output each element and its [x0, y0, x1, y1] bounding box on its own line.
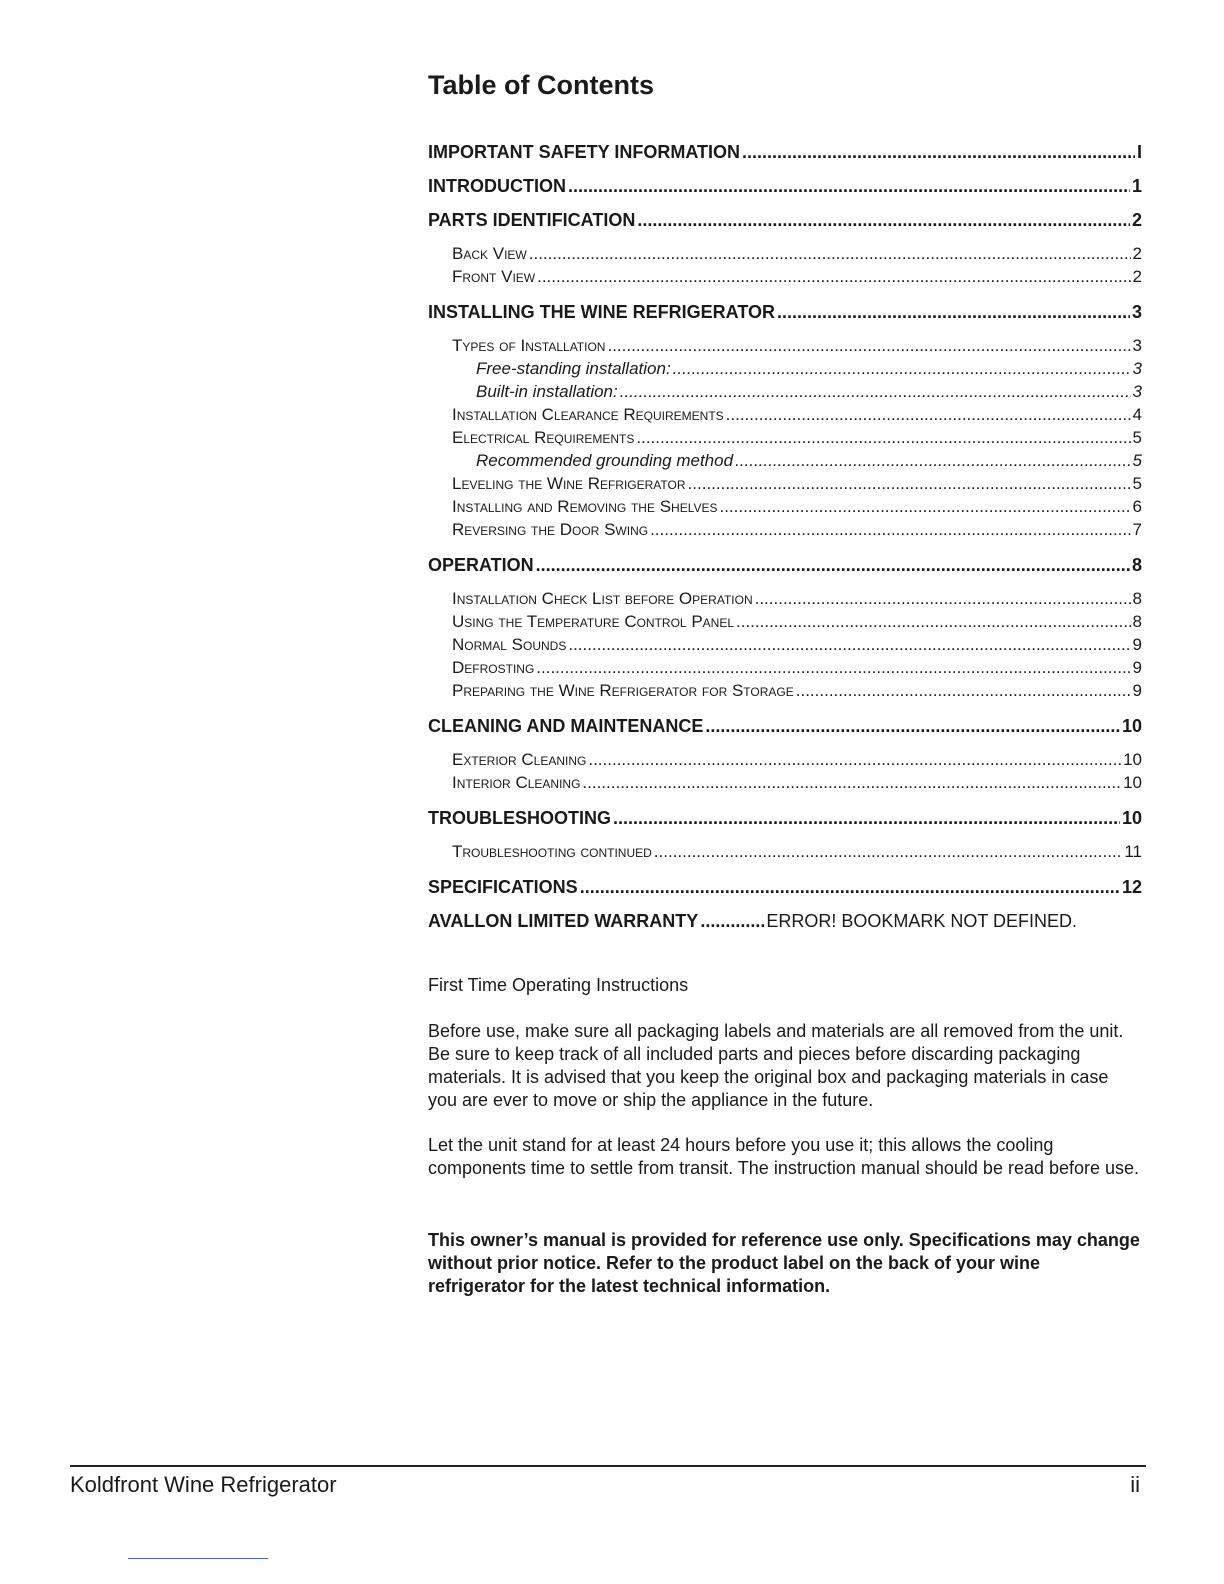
toc-entry-front-view[interactable] [428, 267, 1142, 290]
toc-entry-grounding[interactable] [428, 451, 1142, 474]
toc-entry-back-view[interactable] [428, 244, 1142, 267]
operating-instructions-heading: First Time Operating Instructions [428, 975, 689, 995]
toc-page: 3 [1131, 302, 1142, 322]
toc-label: Using the Temperature Control Panel [452, 612, 735, 631]
toc-entry-cleaning[interactable] [428, 716, 1142, 738]
toc-page: 6 [1132, 497, 1142, 516]
toc-entry-interior[interactable] [428, 773, 1142, 796]
toc-page: 11 [1124, 842, 1142, 861]
toc-entry-temp-panel[interactable] [428, 612, 1142, 635]
toc-page: 12 [1121, 877, 1142, 897]
toc-page: 3 [1132, 336, 1142, 355]
toc-entry-safety[interactable] [428, 142, 1142, 164]
toc-label: IMPORTANT SAFETY INFORMATION [428, 142, 740, 162]
toc-page: 5 [1132, 428, 1142, 447]
toc-entry-parts[interactable] [428, 210, 1142, 232]
toc-entry-checklist[interactable] [428, 589, 1142, 612]
toc-entry-clearance[interactable] [428, 405, 1142, 428]
toc-leader [637, 210, 1130, 231]
toc-leader [607, 336, 1130, 356]
toc-label: Installation Check List before Operation [452, 589, 753, 608]
toc-leader [777, 302, 1130, 323]
toc-label: Recommended grounding method [476, 451, 734, 470]
page-title: Table of Contents [428, 70, 654, 100]
toc-page: ERROR! BOOKMARK NOT DEFINED. [766, 911, 1078, 931]
toc-label: Installing and Removing the Shelves [452, 497, 718, 516]
toc-leader [536, 555, 1130, 576]
toc-entry-leveling[interactable] [428, 474, 1142, 497]
page-number: ii [1130, 1472, 1140, 1497]
toc-label: Types of Installation [452, 336, 606, 355]
toc-label: Reversing the Door Swing [452, 520, 649, 539]
toc-label: Exterior Cleaning [452, 750, 587, 769]
toc-leader [720, 497, 1131, 517]
toc-page: 9 [1132, 658, 1142, 677]
toc-entry-operation[interactable] [428, 555, 1142, 577]
toc-label: Troubleshooting continued [452, 842, 652, 861]
paragraph-stand-time: Let the unit stand for at least 24 hours before you use it; this allows the cooling components time to settle from transit. The instruction manual should be read before use. [428, 1135, 1140, 1178]
toc-leader [700, 911, 764, 932]
toc-leader [568, 635, 1130, 655]
toc-label: Defrosting [452, 658, 535, 677]
toc-page: 10 [1123, 773, 1142, 792]
toc-entry-door-swing[interactable] [428, 520, 1142, 543]
toc-label: OPERATION [428, 555, 534, 575]
toc-leader [688, 474, 1131, 494]
toc-entry-defrosting[interactable] [428, 658, 1142, 681]
toc-entry-storage[interactable] [428, 681, 1142, 704]
toc-entry-electrical[interactable] [428, 428, 1142, 451]
toc-leader [650, 520, 1130, 540]
toc-label: Normal Sounds [452, 635, 567, 654]
toc-leader [742, 142, 1135, 163]
toc-entry-shelves[interactable] [428, 497, 1142, 520]
toc-page: 3 [1132, 382, 1142, 401]
toc-label: Leveling the Wine Refrigerator [452, 474, 686, 493]
table-of-contents [428, 142, 1142, 933]
toc-entry-built-in[interactable] [428, 382, 1142, 405]
toc-page: 8 [1132, 612, 1142, 631]
toc-entry-sounds[interactable] [428, 635, 1142, 658]
toc-page: 2 [1131, 210, 1142, 230]
toc-page: 2 [1132, 244, 1142, 263]
toc-entry-introduction[interactable] [428, 176, 1142, 198]
toc-label: CLEANING AND MAINTENANCE [428, 716, 704, 736]
toc-label: SPECIFICATIONS [428, 877, 578, 897]
toc-page: 10 [1121, 808, 1142, 828]
toc-entry-exterior[interactable] [428, 750, 1142, 773]
paragraph-packaging: Before use, make sure all packaging labels and materials are all removed from the unit. Be sure to keep track of all included parts and pieces before discarding packaging materials. It is advised that you keep the original box and packaging materials in case you are ever to move or ship the appliance in the future. [428, 1021, 1124, 1110]
footer-title: Koldfront Wine Refrigerator [70, 1472, 337, 1497]
toc-label: INSTALLING THE WINE REFRIGERATOR [428, 302, 775, 322]
toc-label: PARTS IDENTIFICATION [428, 210, 636, 230]
toc-entry-free-standing[interactable] [428, 359, 1142, 382]
toc-page: 4 [1132, 405, 1142, 424]
toc-leader [654, 842, 1123, 862]
toc-entry-troubleshooting-continued[interactable] [428, 842, 1142, 865]
toc-label: Free-standing installation: [476, 359, 671, 378]
toc-label: AVALLON LIMITED WARRANTY [428, 911, 699, 931]
reference-notice: This owner’s manual is provided for reference use only. Specifications may change without prior notice. Refer to the product label on the back of your wine refrigerator for the latest technical information. [428, 1230, 1140, 1296]
toc-page: 9 [1132, 681, 1142, 700]
link-underline [128, 1558, 268, 1559]
toc-entry-specifications[interactable] [428, 877, 1142, 899]
toc-page: 3 [1132, 359, 1142, 378]
toc-label: Front View [452, 267, 536, 286]
toc-entry-warranty[interactable] [428, 911, 1142, 933]
toc-page: 9 [1132, 635, 1142, 654]
toc-label: Built-in installation: [476, 382, 618, 401]
toc-entry-types[interactable] [428, 336, 1142, 359]
toc-leader [620, 382, 1131, 402]
toc-page: I [1136, 142, 1142, 162]
toc-page: 1 [1131, 176, 1142, 196]
toc-leader [582, 773, 1121, 793]
toc-entry-troubleshooting[interactable] [428, 808, 1142, 830]
toc-page: 5 [1132, 451, 1142, 470]
toc-leader [537, 267, 1130, 287]
toc-leader [755, 589, 1131, 609]
toc-leader [636, 428, 1130, 448]
toc-label: Back View [452, 244, 527, 263]
toc-leader [736, 612, 1131, 632]
toc-page: 5 [1132, 474, 1142, 493]
toc-leader [726, 405, 1131, 425]
toc-label: Installation Clearance Requirements [452, 405, 724, 424]
toc-leader [580, 877, 1120, 898]
toc-leader [568, 176, 1130, 197]
toc-page: 10 [1121, 716, 1142, 736]
toc-leader [796, 681, 1131, 701]
toc-page: 10 [1123, 750, 1142, 769]
toc-page: 8 [1131, 555, 1142, 575]
toc-leader [735, 451, 1130, 471]
toc-leader [705, 716, 1120, 737]
toc-page: 8 [1132, 589, 1142, 608]
toc-label: Interior Cleaning [452, 773, 581, 792]
toc-leader [673, 359, 1131, 379]
toc-label: INTRODUCTION [428, 176, 566, 196]
toc-label: TROUBLESHOOTING [428, 808, 611, 828]
toc-leader [588, 750, 1121, 770]
toc-entry-installing[interactable] [428, 302, 1142, 324]
toc-label: Electrical Requirements [452, 428, 635, 447]
toc-leader [613, 808, 1120, 829]
toc-leader [529, 244, 1131, 264]
toc-page: 7 [1132, 520, 1142, 539]
toc-label: Preparing the Wine Refrigerator for Storage [452, 681, 794, 700]
toc-page: 2 [1132, 267, 1142, 286]
toc-leader [536, 658, 1130, 678]
footer-divider [70, 1465, 1146, 1467]
